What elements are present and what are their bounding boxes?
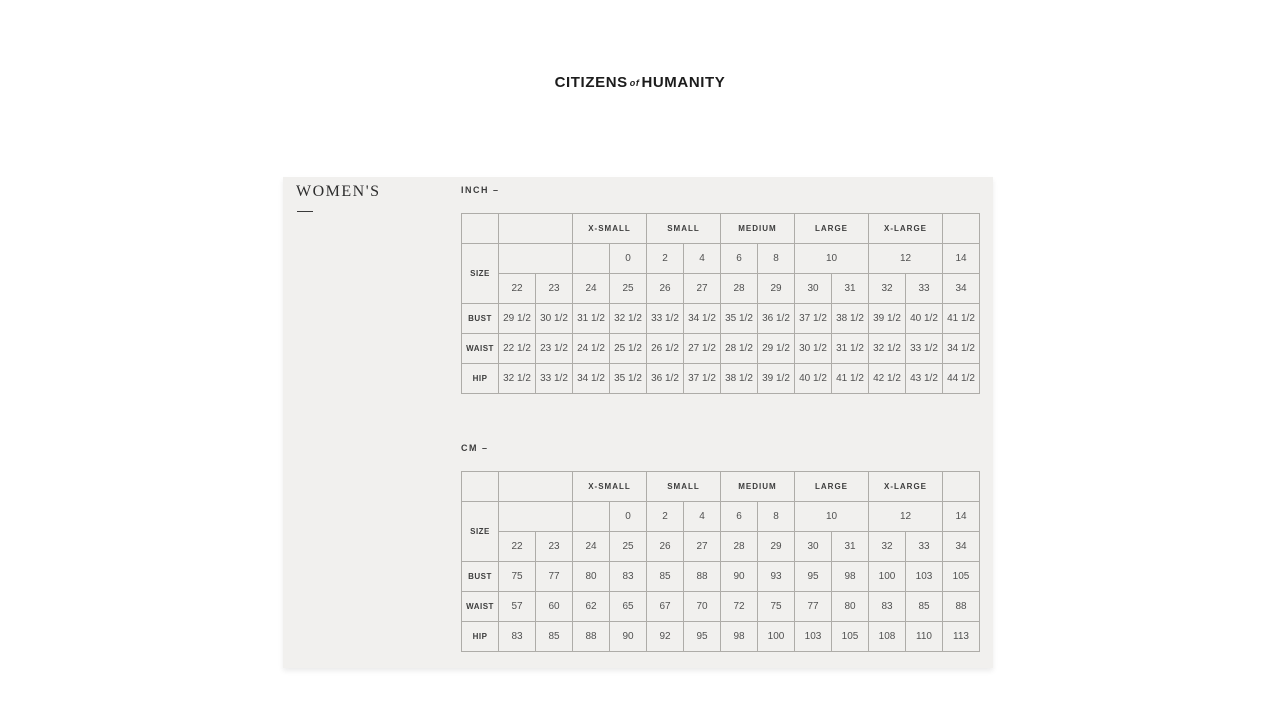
measurement-value-cell: 40 1/2: [795, 364, 832, 394]
alt-size-cell: 25: [610, 532, 647, 562]
numeric-size-cell: 4: [684, 502, 721, 532]
measurement-value-cell: 34 1/2: [684, 304, 721, 334]
measurement-value-cell: 32 1/2: [610, 304, 647, 334]
alt-size-cell: 24: [573, 532, 610, 562]
measurement-value-cell: 26 1/2: [647, 334, 684, 364]
alt-size-cell: 33: [906, 274, 943, 304]
alt-size-cell: 31: [832, 532, 869, 562]
measurement-value-cell: 83: [499, 622, 536, 652]
brand-word-of: of: [629, 78, 640, 88]
alt-size-cell: 29: [758, 532, 795, 562]
measurement-value-cell: 77: [795, 592, 832, 622]
alt-size-cell: 28: [721, 532, 758, 562]
numeric-size-cell: 4: [684, 244, 721, 274]
measurement-value-cell: 35 1/2: [610, 364, 647, 394]
numeric-size-cell: 12: [869, 244, 943, 274]
section-label-womens: WOMEN'S: [296, 183, 381, 200]
measurement-value-cell: 95: [684, 622, 721, 652]
measurement-value-cell: 42 1/2: [869, 364, 906, 394]
measurement-label-cell: HIP: [462, 364, 499, 394]
brand-logo: [0, 74, 1280, 91]
size-chart-panel: [283, 177, 993, 668]
measurement-value-cell: 34 1/2: [573, 364, 610, 394]
brand-word-citizens: CITIZENS: [554, 74, 628, 91]
measurement-value-cell: 62: [573, 592, 610, 622]
measurement-label-cell: BUST: [462, 562, 499, 592]
measurement-value-cell: 113: [943, 622, 980, 652]
alt-size-cell: 32: [869, 532, 906, 562]
numeric-size-cell: 8: [758, 502, 795, 532]
group-header-cell: [943, 472, 980, 502]
numeric-size-cell: [499, 502, 573, 532]
measurement-value-cell: 37 1/2: [684, 364, 721, 394]
numeric-size-cell: 12: [869, 502, 943, 532]
numeric-size-cell: 2: [647, 502, 684, 532]
measurement-value-cell: 29 1/2: [499, 304, 536, 334]
alt-size-cell: 34: [943, 532, 980, 562]
measurement-value-cell: 98: [721, 622, 758, 652]
group-header-row: [462, 214, 980, 244]
measurement-row: [462, 622, 980, 652]
alt-size-cell: 29: [758, 274, 795, 304]
measurement-value-cell: 72: [721, 592, 758, 622]
alt-size-cell: 33: [906, 532, 943, 562]
numeric-size-cell: 6: [721, 502, 758, 532]
measurement-value-cell: 77: [536, 562, 573, 592]
alt-size-cell: 24: [573, 274, 610, 304]
alt-size-cell: 26: [647, 274, 684, 304]
measurement-value-cell: 103: [906, 562, 943, 592]
section-underline-dash: [297, 211, 313, 212]
measurement-label-cell: WAIST: [462, 592, 499, 622]
group-header-cell: MEDIUM: [721, 472, 795, 502]
alt-size-cell: 28: [721, 274, 758, 304]
alt-size-row: [462, 274, 980, 304]
measurement-row: [462, 364, 980, 394]
alt-size-cell: 30: [795, 274, 832, 304]
size-label-cell: SIZE: [462, 502, 499, 562]
numeric-size-cell: 8: [758, 244, 795, 274]
measurement-value-cell: 80: [832, 592, 869, 622]
numeric-size-cell: 10: [795, 502, 869, 532]
measurement-value-cell: 41 1/2: [943, 304, 980, 334]
measurement-value-cell: 22 1/2: [499, 334, 536, 364]
measurement-value-cell: 29 1/2: [758, 334, 795, 364]
measurement-value-cell: 100: [869, 562, 906, 592]
group-header-row: [462, 472, 980, 502]
group-header-cell: LARGE: [795, 214, 869, 244]
measurement-value-cell: 32 1/2: [499, 364, 536, 394]
measurement-value-cell: 35 1/2: [721, 304, 758, 334]
alt-size-cell: 26: [647, 532, 684, 562]
alt-size-cell: 23: [536, 274, 573, 304]
measurement-value-cell: 25 1/2: [610, 334, 647, 364]
measurement-value-cell: 85: [906, 592, 943, 622]
measurement-value-cell: 75: [499, 562, 536, 592]
measurement-value-cell: 105: [943, 562, 980, 592]
measurement-row: [462, 334, 980, 364]
numeric-size-cell: 14: [943, 502, 980, 532]
measurement-value-cell: 90: [721, 562, 758, 592]
measurement-value-cell: 44 1/2: [943, 364, 980, 394]
measurement-value-cell: 38 1/2: [832, 304, 869, 334]
alt-size-row: [462, 532, 980, 562]
numeric-size-row: [462, 244, 980, 274]
numeric-size-cell: 0: [610, 244, 647, 274]
measurement-value-cell: 37 1/2: [795, 304, 832, 334]
numeric-size-cell: [573, 244, 610, 274]
measurement-value-cell: 95: [795, 562, 832, 592]
measurement-value-cell: 83: [610, 562, 647, 592]
measurement-value-cell: 27 1/2: [684, 334, 721, 364]
measurement-value-cell: 110: [906, 622, 943, 652]
measurement-value-cell: 88: [943, 592, 980, 622]
alt-size-cell: 30: [795, 532, 832, 562]
measurement-row: [462, 592, 980, 622]
group-header-cell: LARGE: [795, 472, 869, 502]
cm-table-block: [461, 443, 980, 652]
alt-size-cell: 25: [610, 274, 647, 304]
numeric-size-cell: 2: [647, 244, 684, 274]
numeric-size-cell: 14: [943, 244, 980, 274]
measurement-value-cell: 80: [573, 562, 610, 592]
measurement-value-cell: 33 1/2: [906, 334, 943, 364]
alt-size-cell: 22: [499, 532, 536, 562]
alt-size-cell: 32: [869, 274, 906, 304]
measurement-value-cell: 85: [647, 562, 684, 592]
measurement-value-cell: 65: [610, 592, 647, 622]
measurement-value-cell: 40 1/2: [906, 304, 943, 334]
measurement-value-cell: 57: [499, 592, 536, 622]
measurement-value-cell: 88: [573, 622, 610, 652]
measurement-value-cell: 24 1/2: [573, 334, 610, 364]
corner-cell: [462, 214, 499, 244]
numeric-size-cell: 6: [721, 244, 758, 274]
alt-size-cell: 22: [499, 274, 536, 304]
measurement-value-cell: 33 1/2: [647, 304, 684, 334]
measurement-label-cell: HIP: [462, 622, 499, 652]
group-header-cell: X-LARGE: [869, 472, 943, 502]
measurement-value-cell: 93: [758, 562, 795, 592]
size-label-cell: SIZE: [462, 244, 499, 304]
inch-table-block: [461, 185, 980, 394]
measurement-label-cell: BUST: [462, 304, 499, 334]
measurement-value-cell: 32 1/2: [869, 334, 906, 364]
measurement-value-cell: 60: [536, 592, 573, 622]
corner-cell: [462, 472, 499, 502]
measurement-value-cell: 88: [684, 562, 721, 592]
group-header-cell: SMALL: [647, 214, 721, 244]
measurement-value-cell: 36 1/2: [647, 364, 684, 394]
measurement-value-cell: 36 1/2: [758, 304, 795, 334]
alt-size-cell: 23: [536, 532, 573, 562]
numeric-size-cell: [573, 502, 610, 532]
cm-size-table: [461, 471, 980, 652]
group-header-cell: [499, 214, 573, 244]
measurement-value-cell: 105: [832, 622, 869, 652]
measurement-row: [462, 562, 980, 592]
measurement-value-cell: 30 1/2: [795, 334, 832, 364]
numeric-size-cell: 0: [610, 502, 647, 532]
measurement-value-cell: 41 1/2: [832, 364, 869, 394]
group-header-cell: X-LARGE: [869, 214, 943, 244]
group-header-cell: X-SMALL: [573, 472, 647, 502]
measurement-value-cell: 67: [647, 592, 684, 622]
cm-unit-label: CM –: [461, 443, 489, 453]
group-header-cell: [943, 214, 980, 244]
group-header-cell: SMALL: [647, 472, 721, 502]
measurement-value-cell: 108: [869, 622, 906, 652]
group-header-cell: MEDIUM: [721, 214, 795, 244]
measurement-value-cell: 90: [610, 622, 647, 652]
measurement-value-cell: 30 1/2: [536, 304, 573, 334]
brand-word-humanity: HUMANITY: [641, 74, 726, 91]
group-header-cell: [499, 472, 573, 502]
measurement-value-cell: 23 1/2: [536, 334, 573, 364]
inch-unit-label: INCH –: [461, 185, 500, 195]
measurement-value-cell: 38 1/2: [721, 364, 758, 394]
measurement-value-cell: 70: [684, 592, 721, 622]
measurement-value-cell: 100: [758, 622, 795, 652]
numeric-size-cell: [499, 244, 573, 274]
measurement-value-cell: 75: [758, 592, 795, 622]
measurement-value-cell: 39 1/2: [869, 304, 906, 334]
measurement-value-cell: 103: [795, 622, 832, 652]
alt-size-cell: 27: [684, 274, 721, 304]
measurement-label-cell: WAIST: [462, 334, 499, 364]
measurement-value-cell: 92: [647, 622, 684, 652]
alt-size-cell: 31: [832, 274, 869, 304]
measurement-value-cell: 98: [832, 562, 869, 592]
measurement-value-cell: 28 1/2: [721, 334, 758, 364]
measurement-value-cell: 43 1/2: [906, 364, 943, 394]
numeric-size-row: [462, 502, 980, 532]
alt-size-cell: 34: [943, 274, 980, 304]
numeric-size-cell: 10: [795, 244, 869, 274]
group-header-cell: X-SMALL: [573, 214, 647, 244]
measurement-value-cell: 33 1/2: [536, 364, 573, 394]
measurement-value-cell: 31 1/2: [573, 304, 610, 334]
measurement-value-cell: 39 1/2: [758, 364, 795, 394]
measurement-value-cell: 34 1/2: [943, 334, 980, 364]
measurement-row: [462, 304, 980, 334]
inch-size-table: [461, 213, 980, 394]
measurement-value-cell: 85: [536, 622, 573, 652]
alt-size-cell: 27: [684, 532, 721, 562]
measurement-value-cell: 31 1/2: [832, 334, 869, 364]
measurement-value-cell: 83: [869, 592, 906, 622]
